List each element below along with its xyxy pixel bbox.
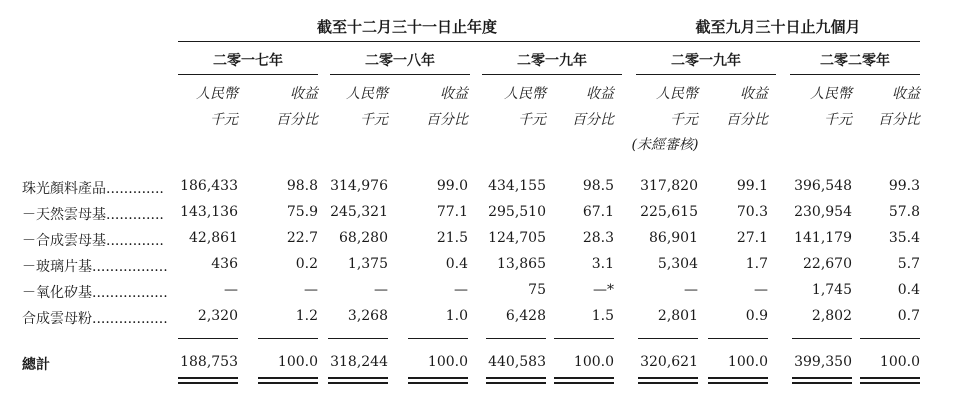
table-cell: 436 (211, 256, 238, 272)
subtotal-rule (708, 338, 768, 339)
table-cell: 1.0 (445, 308, 468, 324)
year-underline-2020-9m (790, 74, 920, 75)
table-cell: 99.1 (736, 178, 768, 194)
row-label: －天然雲母基............. (22, 207, 164, 223)
table-cell: 141,179 (794, 230, 852, 246)
unaudited-note: (未經審核) (631, 137, 699, 153)
year-underline-2018 (330, 74, 470, 75)
subtotal-rule (486, 338, 546, 339)
total-cell: 399,350 (794, 354, 852, 370)
table-cell: 77.1 (436, 204, 468, 220)
table-cell: 28.3 (582, 230, 614, 246)
year-header-2017: 二零一七年 (213, 53, 283, 69)
percentage-subheader-line: 收益 (586, 86, 614, 102)
table-cell: 0.7 (897, 308, 920, 324)
table-cell: 5.7 (897, 256, 920, 272)
amount-subheader-line: 人民幣 (504, 86, 546, 102)
total-double-rule (328, 382, 388, 384)
total-double-rule (860, 382, 920, 384)
row-label: －合成雲母基............. (22, 233, 164, 249)
subtotal-rule (860, 338, 920, 339)
table-cell: 99.3 (888, 178, 920, 194)
amount-subheader-line: 人民幣 (656, 86, 698, 102)
total-cell: 100.0 (879, 354, 920, 370)
amount-subheader-line: 人民幣 (346, 86, 388, 102)
percentage-subheader-line: 收益 (740, 86, 768, 102)
subtotal-rule (408, 338, 468, 339)
table-cell: 98.5 (582, 178, 614, 194)
table-cell: 68,280 (339, 230, 388, 246)
amount-subheader-line: 千元 (360, 112, 388, 128)
total-cell: 100.0 (727, 354, 768, 370)
table-cell: 27.1 (736, 230, 768, 246)
table-cell: 67.1 (582, 204, 614, 220)
year-header-2018: 二零一八年 (365, 53, 435, 69)
total-double-rule (860, 377, 920, 379)
total-double-rule (408, 377, 468, 379)
table-cell: —* (593, 282, 614, 298)
table-cell: — (454, 282, 468, 298)
table-cell: 0.4 (897, 282, 920, 298)
group-header-annual: 截至十二月三十一日止年度 (316, 18, 497, 36)
year-underline-2019 (482, 74, 622, 75)
table-cell: 317,820 (640, 178, 698, 194)
table-cell: 5,304 (657, 256, 698, 272)
table-cell: 13,865 (497, 256, 546, 272)
table-cell: 295,510 (488, 204, 546, 220)
table-cell: — (754, 282, 768, 298)
percentage-subheader-line: 百分比 (426, 112, 468, 128)
row-label: －玻璃片基................. (22, 259, 168, 275)
year-underline-2017 (178, 74, 318, 75)
table-cell: 35.4 (888, 230, 920, 246)
table-cell: 3.1 (591, 256, 614, 272)
table-cell: 98.8 (286, 178, 318, 194)
table-cell: 434,155 (488, 178, 546, 194)
total-cell: 318,244 (330, 354, 388, 370)
percentage-subheader-line: 百分比 (878, 112, 920, 128)
total-cell: 320,621 (640, 354, 698, 370)
total-double-rule (708, 382, 768, 384)
subtotal-rule (258, 338, 318, 339)
table-cell: 1.5 (591, 308, 614, 324)
total-label: 總計 (22, 357, 50, 373)
table-cell: 1,375 (347, 256, 388, 272)
group-underline-nine-months (636, 41, 920, 42)
table-cell: 21.5 (436, 230, 468, 246)
table-cell: 0.4 (445, 256, 468, 272)
table-cell: 75.9 (286, 204, 318, 220)
total-double-rule (554, 377, 614, 379)
row-label: 合成雲母粉................. (22, 311, 168, 327)
percentage-subheader-line: 收益 (440, 86, 468, 102)
total-double-rule (486, 382, 546, 384)
total-double-rule (178, 382, 238, 384)
amount-subheader-line: 人民幣 (810, 86, 852, 102)
row-label: －氧化矽基................. (22, 285, 168, 301)
subtotal-rule (638, 338, 698, 339)
year-header-2019-9m: 二零一九年 (671, 53, 741, 69)
table-cell: 22,670 (803, 256, 852, 272)
total-double-rule (328, 377, 388, 379)
table-cell: — (374, 282, 388, 298)
total-cell: 188,753 (180, 354, 238, 370)
year-header-2020-9m: 二零二零年 (820, 53, 890, 69)
table-cell: 0.9 (745, 308, 768, 324)
table-cell: 314,976 (330, 178, 388, 194)
year-header-2019: 二零一九年 (517, 53, 587, 69)
table-cell: 225,615 (640, 204, 698, 220)
table-cell: 396,548 (794, 178, 852, 194)
table-cell: — (304, 282, 318, 298)
table-cell: 2,320 (197, 308, 238, 324)
table-cell: 99.0 (436, 178, 468, 194)
percentage-subheader-line: 收益 (892, 86, 920, 102)
total-double-rule (638, 377, 698, 379)
table-cell: 6,428 (505, 308, 546, 324)
subtotal-rule (792, 338, 852, 339)
row-label: 珠光顏料產品............. (22, 181, 164, 197)
percentage-subheader-line: 收益 (290, 86, 318, 102)
year-underline-2019-9m (636, 74, 776, 75)
total-double-rule (554, 382, 614, 384)
table-cell: 124,705 (488, 230, 546, 246)
table-cell: 143,136 (180, 204, 238, 220)
amount-subheader-line: 千元 (824, 112, 852, 128)
amount-subheader-line: 人民幣 (196, 86, 238, 102)
total-double-rule (792, 382, 852, 384)
table-cell: 1.7 (745, 256, 768, 272)
total-double-rule (792, 377, 852, 379)
total-double-rule (258, 382, 318, 384)
total-cell: 100.0 (277, 354, 318, 370)
total-cell: 440,583 (488, 354, 546, 370)
table-cell: — (224, 282, 238, 298)
table-cell: 1.2 (295, 308, 318, 324)
table-cell: 3,268 (347, 308, 388, 324)
total-double-rule (258, 377, 318, 379)
amount-subheader-line: 千元 (210, 112, 238, 128)
total-double-rule (178, 377, 238, 379)
table-cell: 75 (528, 282, 546, 298)
amount-subheader-line: 千元 (670, 112, 698, 128)
table-cell: 70.3 (736, 204, 768, 220)
table-cell: 42,861 (189, 230, 238, 246)
table-cell: 22.7 (286, 230, 318, 246)
subtotal-rule (554, 338, 614, 339)
total-double-rule (408, 382, 468, 384)
table-cell: 230,954 (794, 204, 852, 220)
table-cell: 57.8 (888, 204, 920, 220)
percentage-subheader-line: 百分比 (726, 112, 768, 128)
table-cell: 2,802 (811, 308, 852, 324)
percentage-subheader-line: 百分比 (572, 112, 614, 128)
table-cell: 0.2 (295, 256, 318, 272)
table-cell: 1,745 (811, 282, 852, 298)
table-cell: — (684, 282, 698, 298)
subtotal-rule (328, 338, 388, 339)
total-double-rule (638, 382, 698, 384)
percentage-subheader-line: 百分比 (276, 112, 318, 128)
amount-subheader-line: 千元 (518, 112, 546, 128)
table-cell: 245,321 (330, 204, 388, 220)
table-cell: 2,801 (657, 308, 698, 324)
total-double-rule (486, 377, 546, 379)
subtotal-rule (178, 338, 238, 339)
table-cell: 186,433 (180, 178, 238, 194)
total-cell: 100.0 (573, 354, 614, 370)
table-cell: 86,901 (649, 230, 698, 246)
total-double-rule (708, 377, 768, 379)
total-cell: 100.0 (427, 354, 468, 370)
group-header-nine-months: 截至九月三十日止九個月 (695, 18, 861, 36)
group-underline-annual (178, 41, 636, 42)
